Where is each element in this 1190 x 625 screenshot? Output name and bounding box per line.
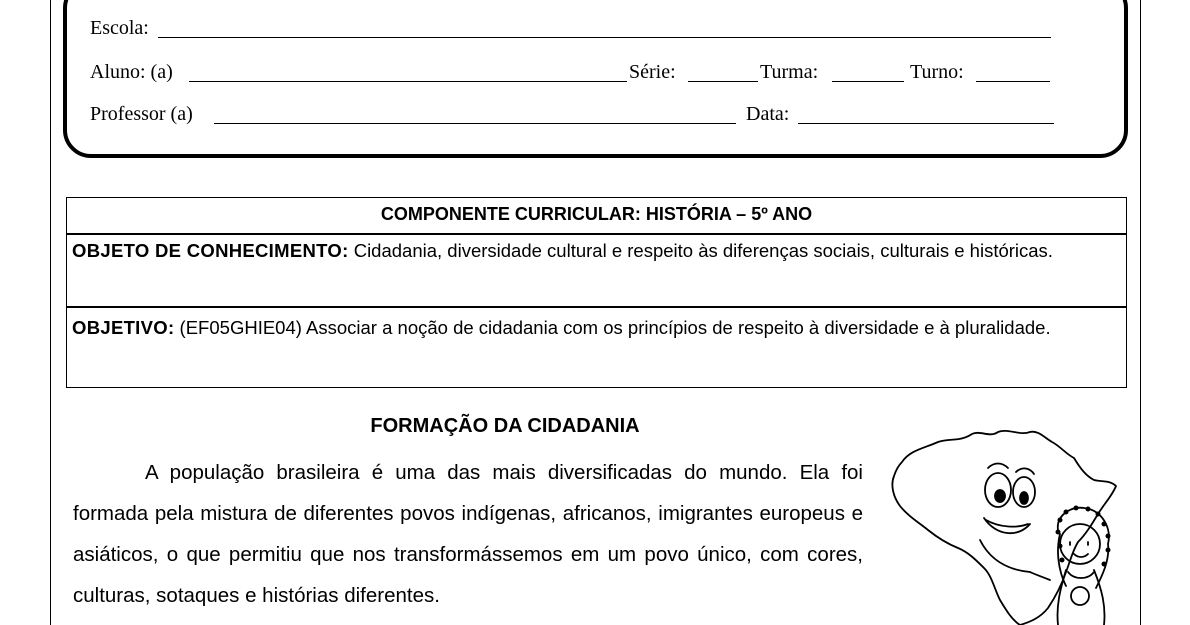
class-field[interactable] (832, 81, 904, 82)
objective-label: OBJETIVO: (72, 317, 175, 338)
grade-label: Série: (629, 61, 676, 83)
knowledge-object (72, 238, 1121, 263)
date-label: Data: (746, 103, 790, 125)
student-field[interactable] (189, 81, 627, 82)
section-title: FORMAÇÃO DA CIDADANIA (370, 415, 640, 437)
school-field[interactable] (158, 37, 1051, 38)
curriculum-box (66, 197, 1127, 388)
page-border-right (1140, 0, 1141, 625)
knowledge-text: Cidadania, diversidade cultural e respeito às diferenças sociais, culturais e históricas. (348, 240, 1053, 261)
africa-character-illustration (880, 420, 1130, 625)
objective (72, 315, 1121, 340)
student-label: Aluno: (a) (90, 61, 173, 83)
curriculum-title: COMPONENTE CURRICULAR: HISTÓRIA – 5º ANO (380, 204, 813, 224)
grade-field[interactable] (688, 81, 758, 82)
date-field[interactable] (798, 123, 1054, 124)
teacher-label: Professor (a) (90, 103, 193, 125)
class-label: Turma: (760, 61, 819, 83)
student-info-box (63, 0, 1128, 158)
knowledge-label: OBJETO DE CONHECIMENTO: (72, 240, 349, 261)
page-border-left (50, 0, 51, 625)
objective-text: (EF05GHIE04) Associar a noção de cidadania com os princípios de respeito à diversidade e à pluralidade. (174, 317, 1051, 338)
shift-label: Turno: (910, 61, 964, 83)
school-label: Escola: (90, 17, 149, 39)
shift-field[interactable] (976, 81, 1050, 82)
divider (67, 306, 1126, 308)
body-paragraph: A população brasileira é uma das mais diversificadas do mundo. Ela foi formada pela mistura de diferentes povos indígenas, africanos, imigrantes europeus e asiáticos, o que permitiu que nos transformássemos em um povo único, com cores, culturas, sotaques e histórias diferentes. (73, 461, 863, 607)
teacher-field[interactable] (214, 123, 736, 124)
divider (67, 233, 1126, 235)
